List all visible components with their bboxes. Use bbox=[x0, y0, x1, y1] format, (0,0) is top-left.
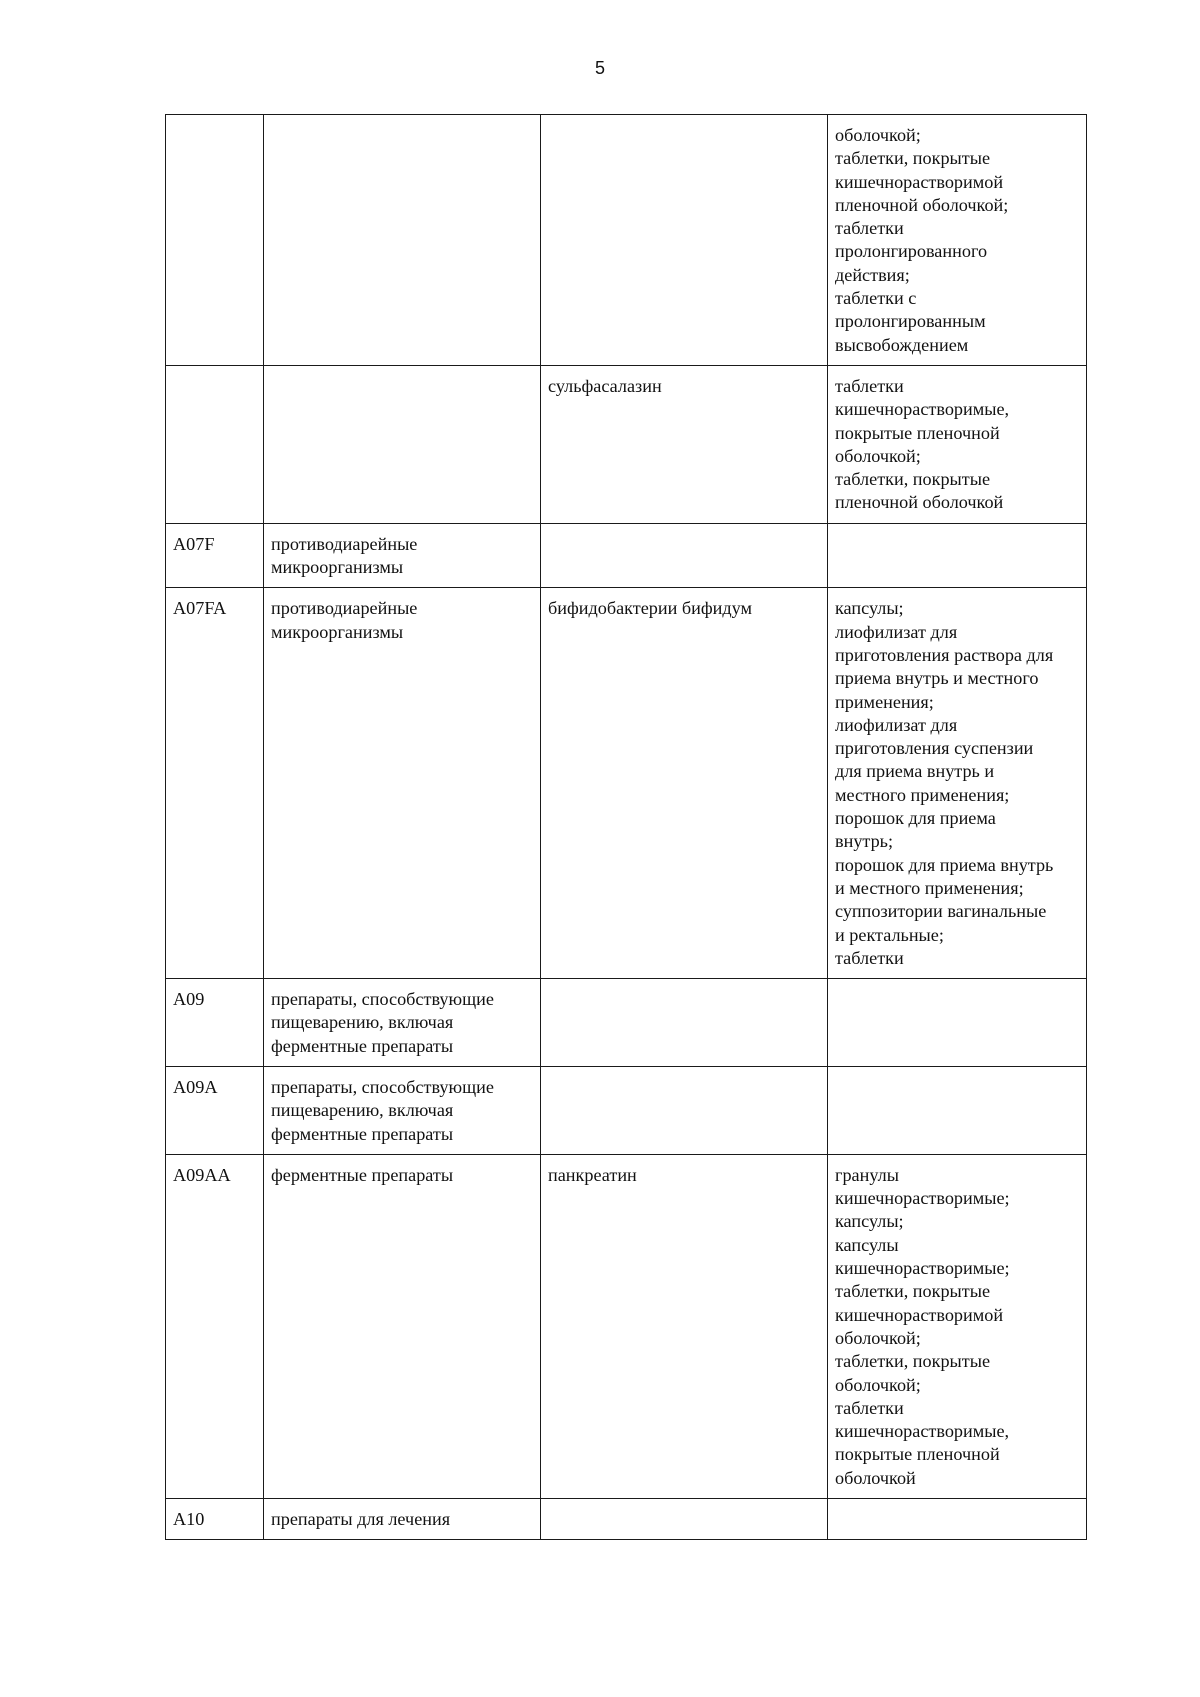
dosage-form-cell bbox=[828, 1499, 1087, 1540]
drug-cell: панкреатин bbox=[541, 1154, 828, 1498]
table-row bbox=[166, 115, 1087, 366]
group-cell: препараты для лечения bbox=[264, 1499, 541, 1540]
atc-code-cell: A09 bbox=[166, 979, 264, 1067]
drug-table bbox=[165, 114, 1087, 1540]
dosage-form-cell: оболочкой; таблетки, покрытые кишечнорастворимой пленочной оболочкой; таблетки пролонгированного действия; таблетки с пролонгированным высвобождением bbox=[828, 115, 1087, 366]
table-row bbox=[166, 1066, 1087, 1154]
atc-code-cell: A10 bbox=[166, 1499, 264, 1540]
dosage-form-cell: гранулы кишечнорастворимые; капсулы; капсулы кишечнорастворимые; таблетки, покрытые кишечнорастворимой оболочкой; таблетки, покрытые оболочкой; таблетки кишечнорастворимые, покрытые пленочной оболочкой bbox=[828, 1154, 1087, 1498]
atc-code-cell: A07F bbox=[166, 523, 264, 588]
table-row bbox=[166, 979, 1087, 1067]
group-cell: ферментные препараты bbox=[264, 1154, 541, 1498]
drug-cell bbox=[541, 1499, 828, 1540]
group-cell: противодиарейные микроорганизмы bbox=[264, 588, 541, 979]
group-cell: противодиарейные микроорганизмы bbox=[264, 523, 541, 588]
atc-code-cell bbox=[166, 115, 264, 366]
atc-code-cell: A09AA bbox=[166, 1154, 264, 1498]
atc-code-cell bbox=[166, 365, 264, 523]
atc-code-cell: A07FA bbox=[166, 588, 264, 979]
drug-cell bbox=[541, 1066, 828, 1154]
drug-cell bbox=[541, 115, 828, 366]
dosage-form-cell: таблетки кишечнорастворимые, покрытые пленочной оболочкой; таблетки, покрытые пленочной оболочкой bbox=[828, 365, 1087, 523]
dosage-form-cell bbox=[828, 1066, 1087, 1154]
drug-cell: бифидобактерии бифидум bbox=[541, 588, 828, 979]
dosage-form-cell bbox=[828, 979, 1087, 1067]
table-row bbox=[166, 523, 1087, 588]
table-row bbox=[166, 588, 1087, 979]
dosage-form-cell bbox=[828, 523, 1087, 588]
dosage-form-cell: капсулы; лиофилизат для приготовления раствора для приема внутрь и местного применения; лиофилизат для приготовления суспензии для приема внутрь и местного применения; порошок для приема внутрь; порошок для приема внутрь и местного применения; суппозитории вагинальные и ректальные; таблетки bbox=[828, 588, 1087, 979]
group-cell: препараты, способствующие пищеварению, включая ферментные препараты bbox=[264, 1066, 541, 1154]
group-cell bbox=[264, 115, 541, 366]
drug-cell bbox=[541, 979, 828, 1067]
drug-cell bbox=[541, 523, 828, 588]
atc-code-cell: A09A bbox=[166, 1066, 264, 1154]
table-row bbox=[166, 1499, 1087, 1540]
page-number: 5 bbox=[594, 58, 605, 78]
group-cell bbox=[264, 365, 541, 523]
group-cell: препараты, способствующие пищеварению, включая ферментные препараты bbox=[264, 979, 541, 1067]
drug-cell: сульфасалазин bbox=[541, 365, 828, 523]
table-row bbox=[166, 365, 1087, 523]
table-row bbox=[166, 1154, 1087, 1498]
